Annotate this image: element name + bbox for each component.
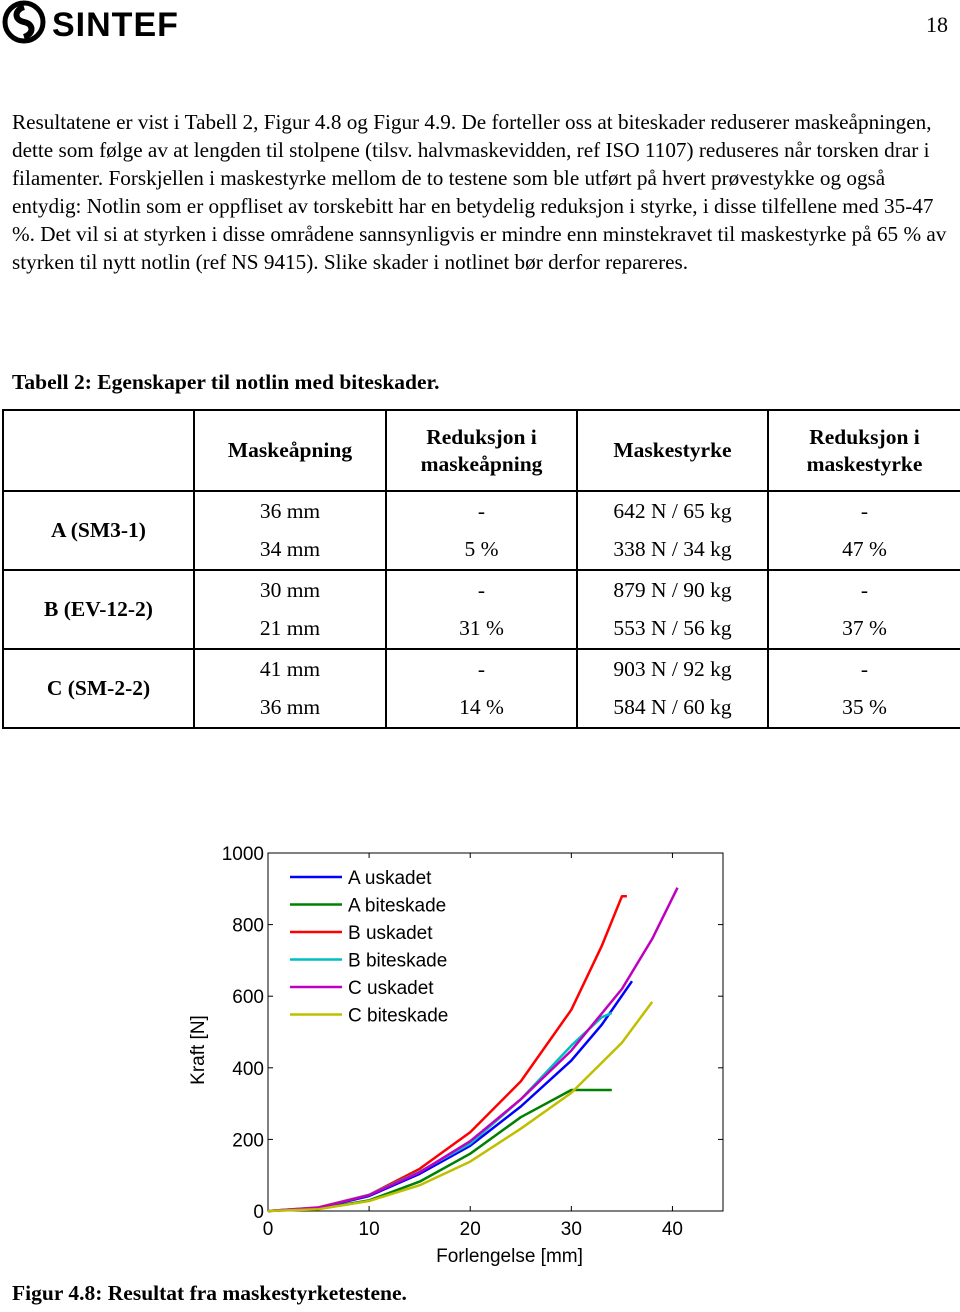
table-cell: 37 % [768,610,960,650]
legend-label: C uskadet [348,978,434,999]
legend-label: B biteskade [348,950,448,972]
table-cell: 41 mm [194,649,386,689]
table-header-row [3,410,960,491]
table-cell: - [768,649,960,689]
table-cell: - [386,570,577,610]
legend-label: A uskadet [348,868,432,889]
table-cell: 31 % [386,610,577,650]
series-line [268,1013,612,1211]
plot-frame [268,853,723,1211]
group-label: B (EV-12-2) [3,570,194,649]
table-cell: - [768,491,960,531]
group-label: A (SM3-1) [3,491,194,570]
y-tick-label: 600 [232,987,264,1009]
table-row [3,649,960,689]
x-tick-label: 10 [358,1219,380,1240]
body-paragraph: Resultatene er vist i Tabell 2, Figur 4.8 og Figur 4.9. De forteller oss at biteskader reduserer maskeåpningen, dette som følge av at lengden til stolpene (tilsv. halvmaskevidden, ref ISO 1107) reduseres når torsken drar i filamenter. Forskjellen i maskestyrke mellom de to testene som ble utført på hvert prøvestykke og også entydig: Notlin som er oppfliset av torskebitt har en betydelig reduksjon i styrke, i disse tilfellene med 35-47 %. Det vil si at styrken i disse områdene sannsynligvis er mindre enn minstekravet til maskestyrke på 65 % av styrken til nytt notlin (ref NS 9415). Slike skader i notlinet bør derfor repareres. [12,110,947,274]
force-elongation-chart [170,835,790,1275]
table-header-cell: Reduksjon i maskestyrke [768,410,960,491]
table-cell: 47 % [768,531,960,571]
y-tick-label: 0 [253,1202,264,1223]
y-tick-label: 1000 [221,844,264,865]
table-cell: 14 % [386,689,577,729]
properties-table [2,409,960,729]
y-tick-label: 200 [232,1130,264,1152]
sintef-logo [2,0,212,46]
table-cell: 36 mm [194,491,386,531]
table-header-cell: Maskestyrke [577,410,768,491]
table-cell: - [768,570,960,610]
table-header-cell: Maskeåpning [194,410,386,491]
table-cell: 30 mm [194,570,386,610]
x-tick-label: 0 [262,1219,274,1240]
table-cell: 35 % [768,689,960,729]
table-cell: 553 N / 56 kg [577,610,768,650]
table-header-cell [3,410,194,491]
series-line [268,896,627,1211]
y-axis-label: Kraft [N] [188,1015,209,1085]
table-cell: 34 mm [194,531,386,571]
table-row [3,491,960,531]
table-row [3,570,960,610]
logo-text: SINTEF [52,6,179,44]
y-tick-label: 400 [232,1058,264,1080]
legend-label: B uskadet [348,923,433,944]
x-tick-label: 40 [661,1219,684,1240]
table-cell: - [386,491,577,531]
table-cell: - [386,649,577,689]
table-cell: 642 N / 65 kg [577,491,768,531]
table-cell: 903 N / 92 kg [577,649,768,689]
table-cell: 21 mm [194,610,386,650]
x-axis-label: Forlengelse [mm] [436,1246,583,1267]
legend-label: C biteskade [348,1005,449,1027]
table-cell: 36 mm [194,689,386,729]
sintef-emblem-icon [5,3,43,41]
table-cell: 338 N / 34 kg [577,531,768,571]
figure-caption: Figur 4.8: Resultat fra maskestyrketestene. [12,1281,407,1305]
page-number: 18 [926,12,948,37]
group-label: C (SM-2-2) [3,649,194,728]
y-tick-label: 800 [232,915,264,937]
table-cell: 584 N / 60 kg [577,689,768,729]
x-tick-label: 30 [560,1219,582,1240]
table-cell: 5 % [386,531,577,571]
legend-label: A biteskade [348,895,447,917]
table-caption: Tabell 2: Egenskaper til notlin med biteskader. [12,370,440,394]
series-line [268,1090,612,1211]
table-cell: 879 N / 90 kg [577,570,768,610]
table-header-cell: Reduksjon i maskeåpning [386,410,577,491]
x-tick-label: 20 [459,1219,481,1240]
